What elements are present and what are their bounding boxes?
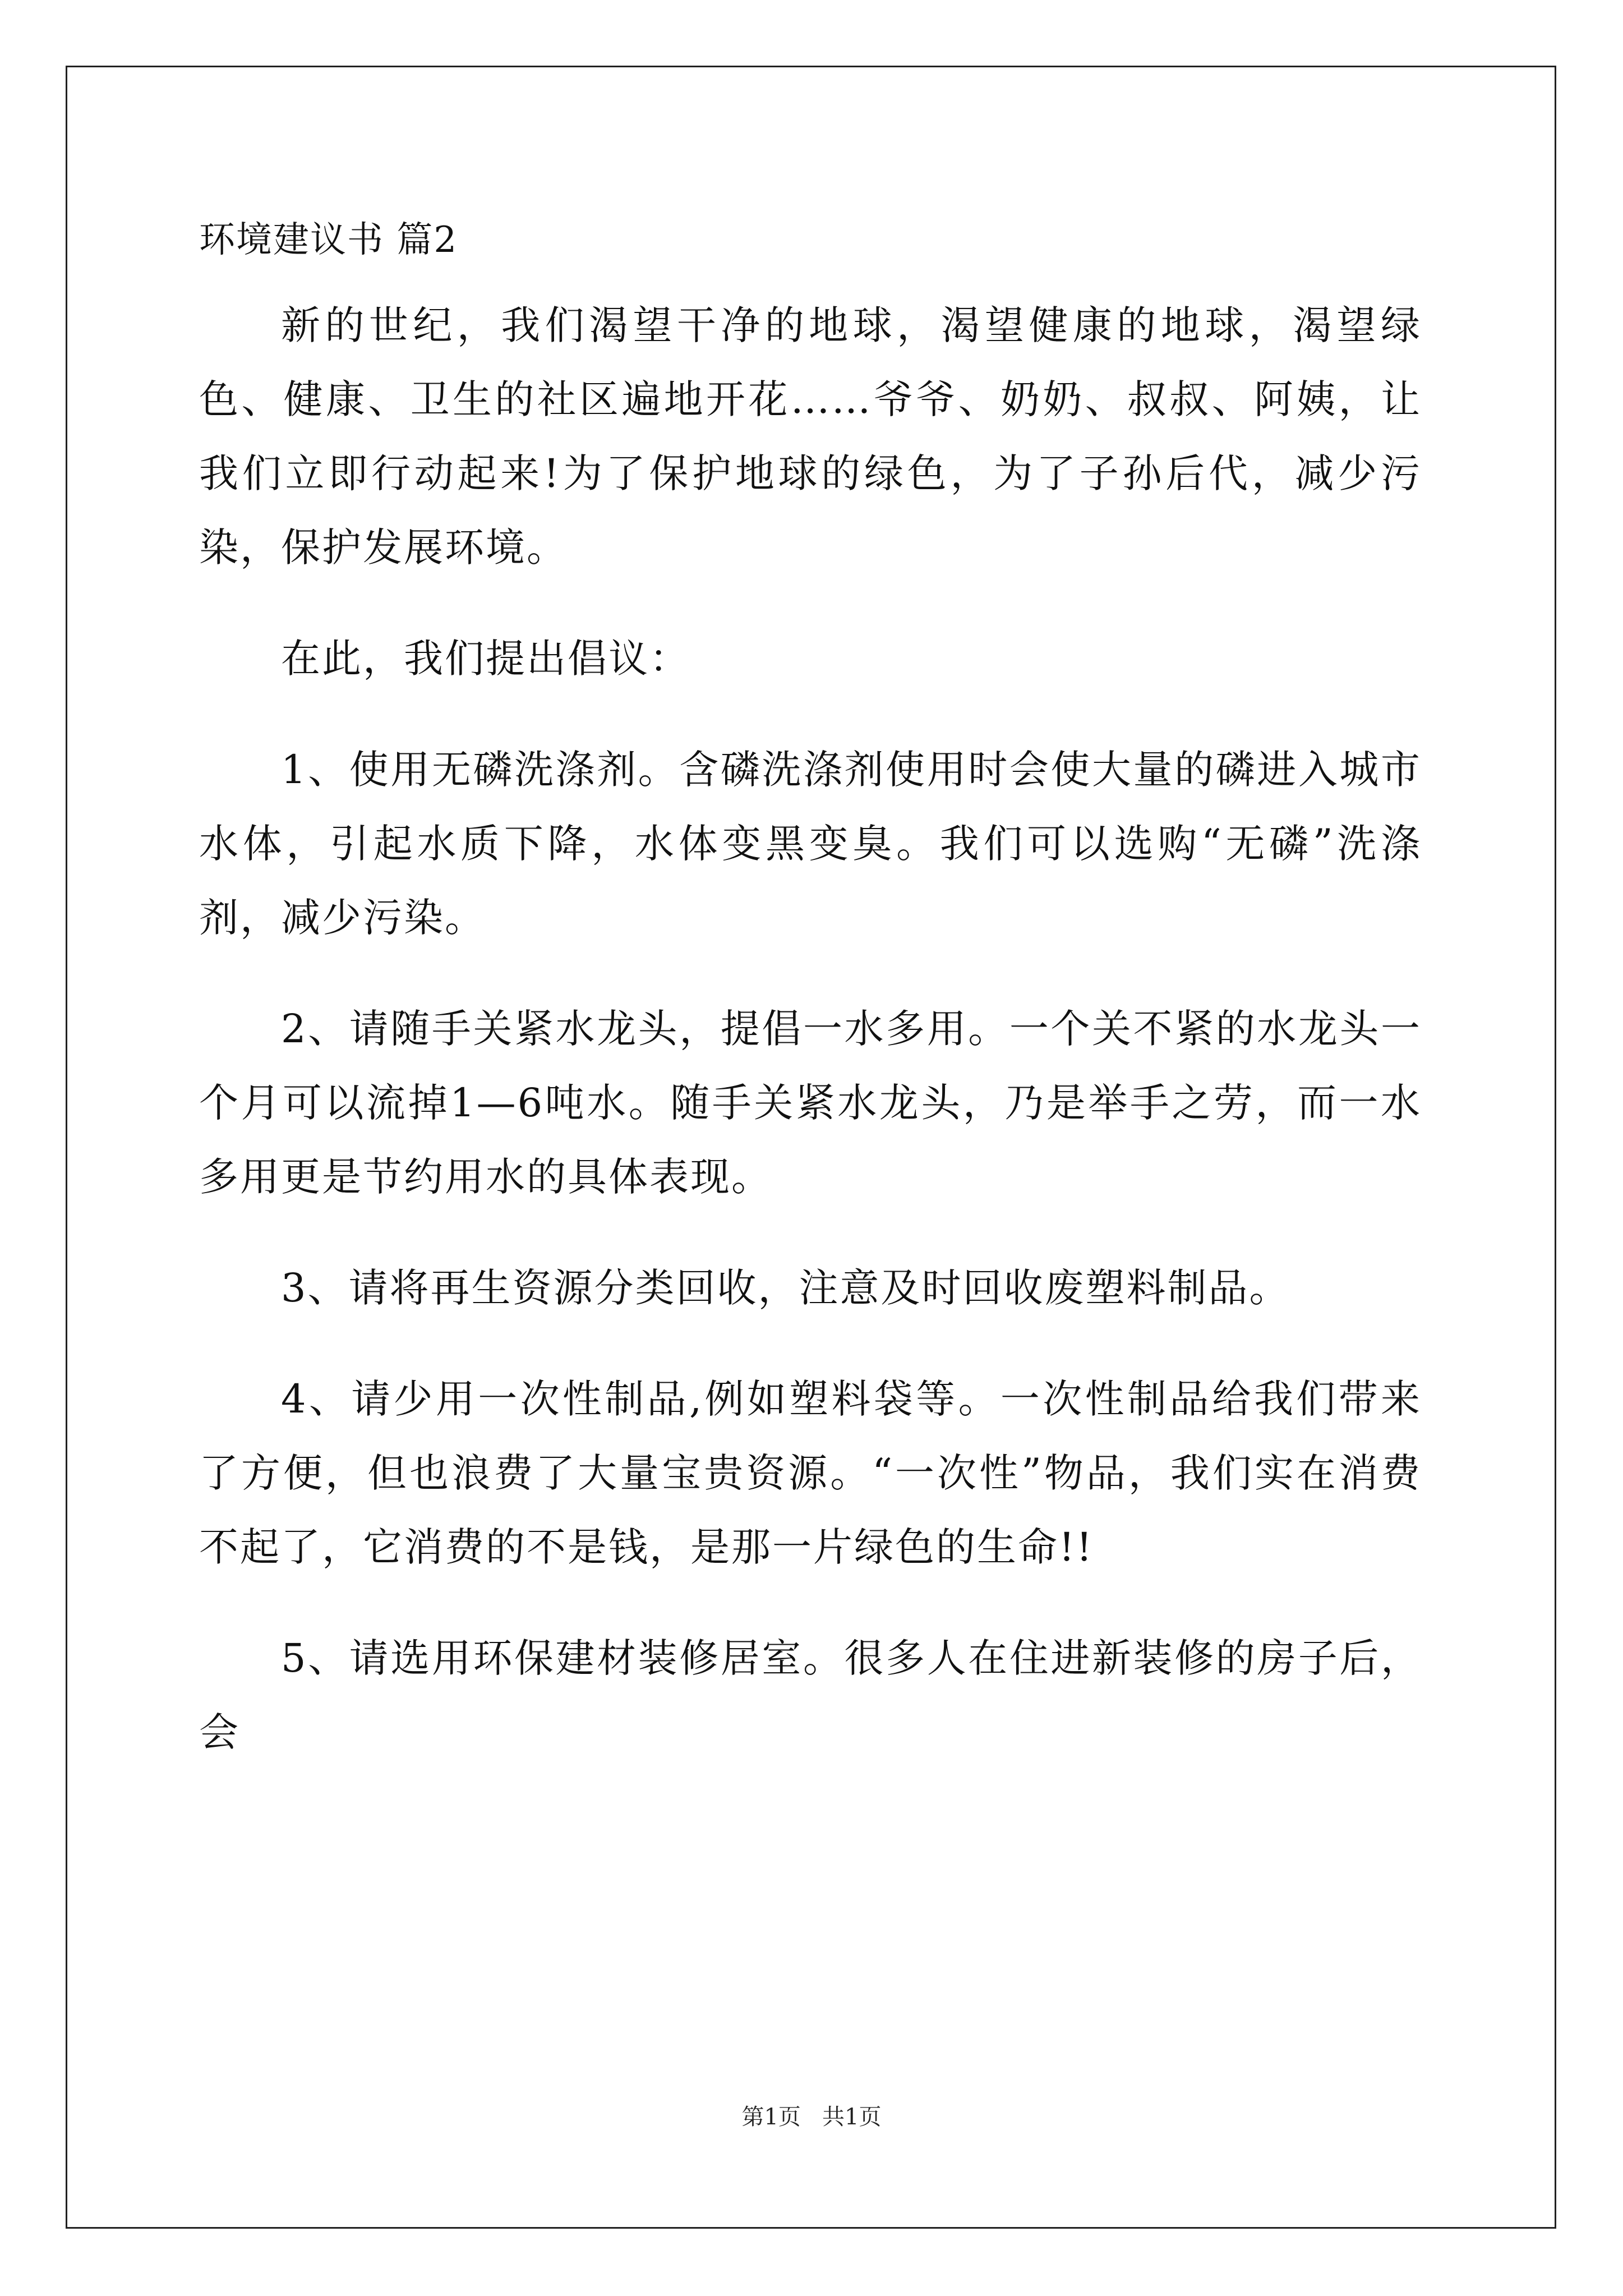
document-title: 环境建议书 篇2 xyxy=(199,219,458,261)
paragraph-intro: 新的世纪，我们渴望干净的地球，渴望健康的地球，渴望绿色、健康、卫生的社区遍地开花……爷爷、奶奶、叔叔、阿姨，让我们立即行动起来!为了保护地球的绿色，为了子孙后代，减少污染，保护发展环境。 xyxy=(199,302,1422,570)
paragraph-item-2: 2、请随手关紧水龙头，提倡一水多用。一个关不紧的水龙头一个月可以流掉1—6吨水。随手关紧水龙头，乃是举手之劳，而一水多用更是节约用水的具体表现。 xyxy=(199,1006,1422,1200)
paragraph-item-1: 1、使用无磷洗涤剂。含磷洗涤剂使用时会使大量的磷进入城市水体，引起水质下降，水体变黑变臭。我们可以选购“无磷”洗涤剂，减少污染。 xyxy=(199,747,1422,941)
page-footer: 第1页 共1页 xyxy=(741,2104,882,2130)
paragraph-proposal-lead: 在此，我们提出倡议： xyxy=(281,636,690,682)
paragraph-item-3: 3、请将再生资源分类回收，注意及时回收废塑料制品。 xyxy=(281,1265,1290,1311)
paragraph-item-4: 4、请少用一次性制品,例如塑料袋等。一次性制品给我们带来了方便，但也浪费了大量宝贵资源。“一次性”物品，我们实在消费不起了，它消费的不是钱，是那一片绿色的生命!! xyxy=(199,1376,1422,1570)
document-body xyxy=(199,213,1422,1806)
paragraph-item-5: 5、请选用环保建材装修居室。很多人在住进新装修的房子后，会 xyxy=(199,1635,1422,1755)
